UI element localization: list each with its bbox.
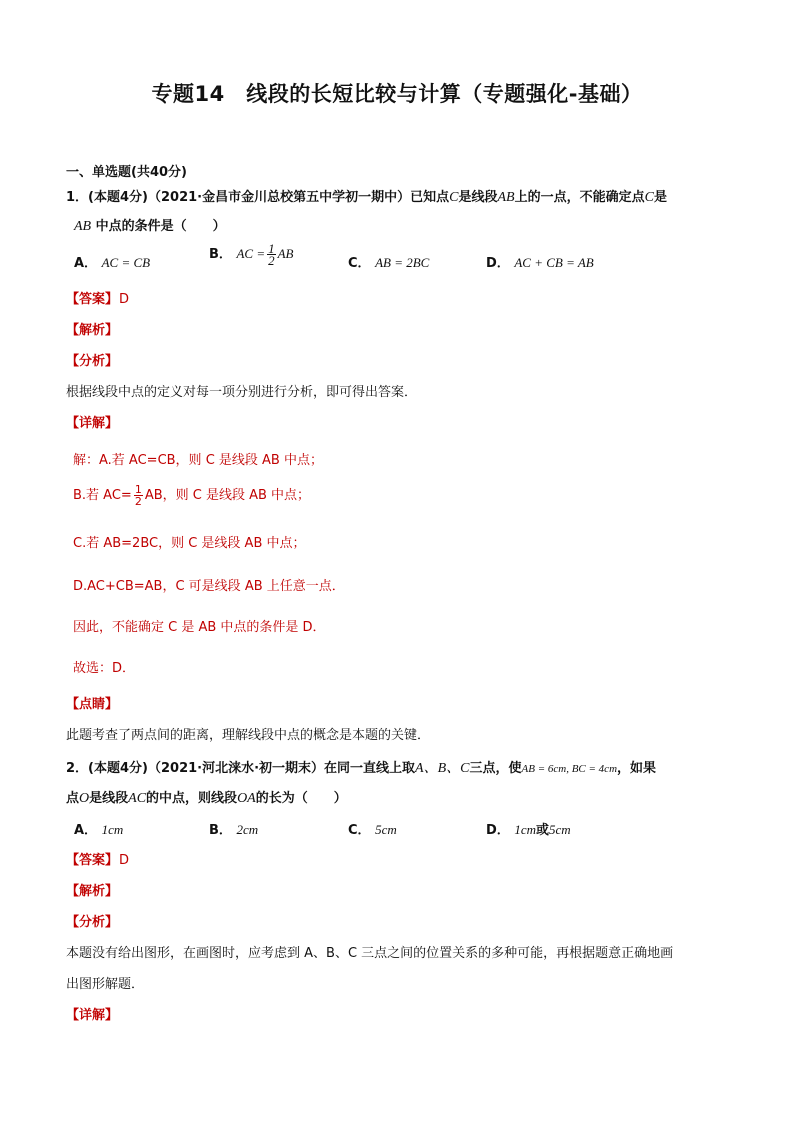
question-2-line-1: 2．(本题4分)（2021·河北涞水·初一期末）在同一直线上取A、B、C三点，使AB = 6cm, BC = 4cm，如果 — [66, 761, 657, 776]
q1-fenxi-text: 根据线段中点的定义对每一项分别进行分析，即可得出答案． — [66, 385, 418, 400]
q2-option-a: A． 1cm — [74, 822, 124, 838]
fraction: $\frac{1}{2}$ — [268, 241, 275, 268]
q1-detail-6: 故选：D． — [73, 661, 136, 676]
q2-jiexi-tag: 【解析】 — [66, 884, 119, 899]
q1-detail-4: D.AC+CB=AB，C 可是线段 AB 上任意一点． — [73, 579, 345, 594]
q2-xiangjie-tag: 【详解】 — [66, 1008, 119, 1023]
q2-fenxi-tag: 【分析】 — [66, 915, 119, 930]
q1-detail-1: 解：A.若 AC=CB，则 C 是线段 AB 中点； — [73, 453, 323, 468]
q1-dianjing-text: 此题考查了两点间的距离，理解线段中点的概念是本题的关键． — [66, 728, 431, 743]
fraction: $\frac{1}{2}$ — [134, 483, 142, 508]
q1-answer: 【答案】D — [66, 292, 130, 307]
q1-detail-2: B.若 AC= $\frac{1}{2}$ AB，则 C 是线段 AB 中点； — [73, 483, 311, 508]
q1-option-d: D． AC + CB = AB — [486, 255, 594, 271]
question-2-line-2: 点O是线段AC的中点，则线段OA的长为（ ） — [66, 791, 347, 806]
q1-xiangjie-tag: 【详解】 — [66, 416, 119, 431]
q2-option-d: D． 1cm或5cm — [486, 822, 571, 838]
q2-fenxi-line-2: 出图形解题． — [66, 977, 145, 992]
q1-fenxi-tag: 【分析】 — [66, 354, 119, 369]
q2-option-b: B． 2cm — [209, 822, 259, 838]
question-1-line-2: AB 中点的条件是（ ） — [74, 219, 226, 234]
page-title: 专题14 线段的长短比较与计算（专题强化-基础） — [151, 82, 643, 106]
q1-option-a: A． AC = CB — [74, 255, 151, 271]
q1-jiexi-tag: 【解析】 — [66, 323, 119, 338]
q1-detail-5: 因此，不能确定 C 是 AB 中点的条件是 D． — [73, 620, 326, 635]
q1-dianjing-tag: 【点睛】 — [66, 697, 119, 712]
section-heading: 一、单选题(共40分) — [66, 165, 187, 180]
q1-detail-3: C.若 AB=2BC，则 C 是线段 AB 中点； — [73, 536, 306, 551]
q2-answer: 【答案】D — [66, 853, 130, 868]
q1-option-c: C． AB = 2BC — [348, 255, 430, 271]
question-1-line-1: 1．(本题4分)（2021·金昌市金川总校第五中学初一期中）已知点C是线段AB上的一点，不能确定点C是 — [66, 190, 667, 205]
q2-option-c: C． 5cm — [348, 822, 397, 838]
q1-option-b: B． AC = $\frac{1}{2}$ AB — [209, 241, 294, 268]
q2-fenxi-line-1: 本题没有给出图形，在画图时，应考虑到 A、B、C 三点之间的位置关系的多种可能，再根据题意正确地画 — [66, 946, 674, 961]
